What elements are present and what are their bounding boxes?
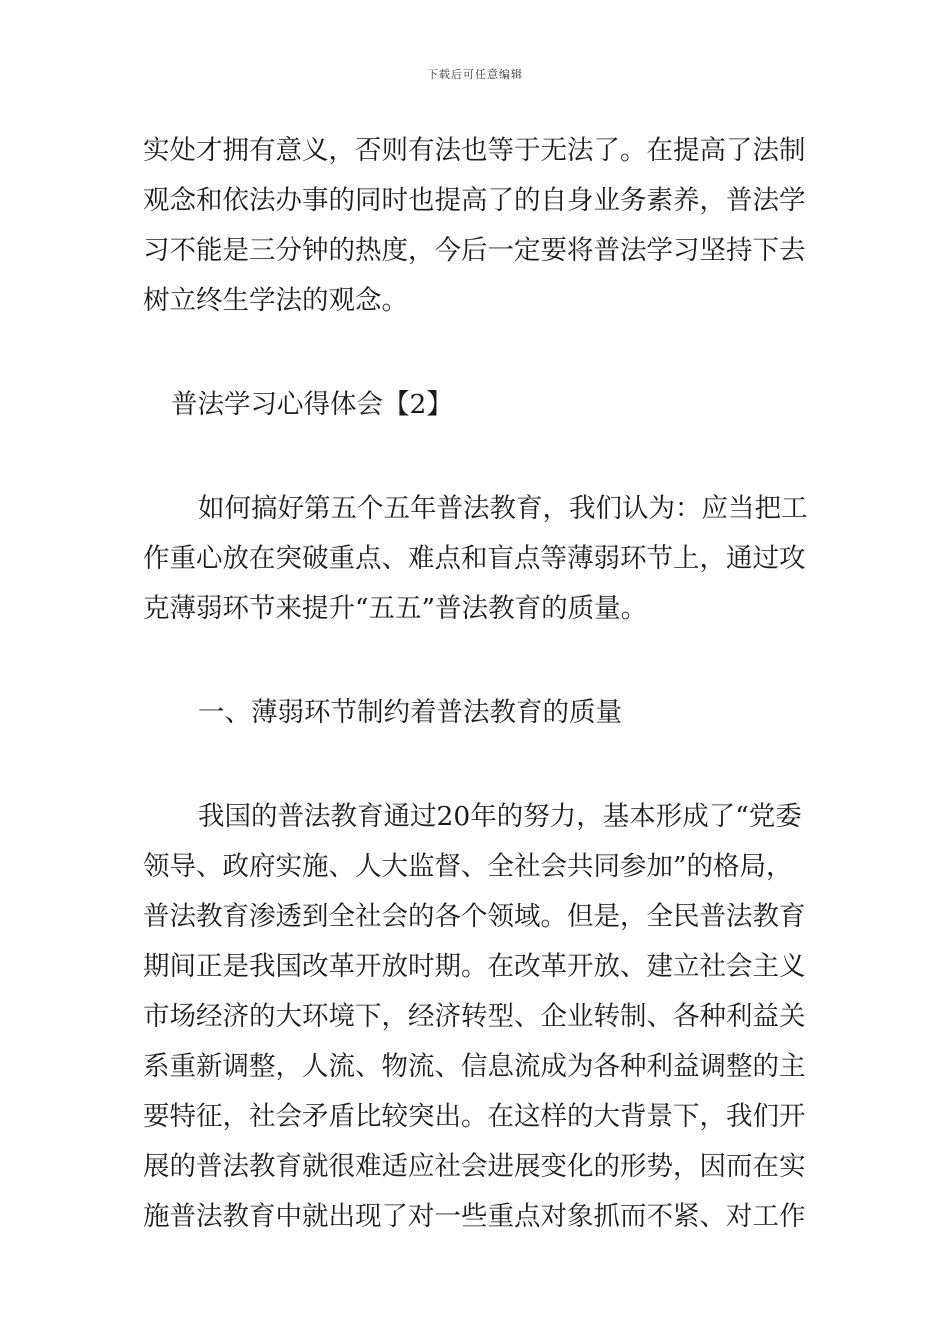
paragraph-body bbox=[143, 792, 808, 1242]
text-line: 要特征，社会矛盾比较突出。在这样的大背景下，我们开 bbox=[143, 1101, 806, 1132]
paragraph-intro bbox=[143, 484, 808, 634]
text-line: 树立终生学法的观念。 bbox=[143, 285, 408, 316]
text-line: 我国的普法教育通过20年的努力，基本形成了“党委 bbox=[198, 801, 802, 832]
text-line: 市场经济的大环境下，经济转型、企业转制、各种利益关 bbox=[143, 1001, 806, 1032]
subsection-title: 一、薄弱环节制约着普法教育的质量 bbox=[198, 697, 622, 728]
text-line: 施普法教育中就出现了对一些重点对象抓而不紧、对工作 bbox=[143, 1201, 806, 1232]
document-body bbox=[143, 126, 808, 1242]
section-heading: 普法学习心得体会【2】 bbox=[171, 389, 453, 420]
paragraph-continuation bbox=[143, 126, 808, 326]
page-header-note: 下载后可任意编辑 bbox=[427, 68, 523, 81]
text-line: 习不能是三分钟的热度，今后一定要将普法学习坚持下去 bbox=[143, 235, 806, 266]
text-line: 实处才拥有意义，否则有法也等于无法了。在提高了法制 bbox=[143, 135, 806, 166]
text-line: 领导、政府实施、人大监督、全社会共同参加”的格局， bbox=[143, 851, 793, 882]
text-line: 展的普法教育就很难适应社会进展变化的形势，因而在实 bbox=[143, 1151, 806, 1182]
text-line: 观念和依法办事的同时也提高了的自身业务素养，普法学 bbox=[143, 185, 806, 216]
text-line: 系重新调整，人流、物流、信息流成为各种利益调整的主 bbox=[143, 1051, 806, 1082]
text-line: 期间正是我国改革开放时期。在改革开放、建立社会主义 bbox=[143, 951, 806, 982]
text-line: 如何搞好第五个五年普法教育，我们认为：应当把工 bbox=[198, 493, 808, 524]
text-line: 克薄弱环节来提升“五五”普法教育的质量。 bbox=[143, 593, 648, 624]
text-line: 作重心放在突破重点、难点和盲点等薄弱环节上，通过攻 bbox=[143, 543, 806, 574]
text-line: 普法教育渗透到全社会的各个领域。但是，全民普法教育 bbox=[143, 901, 806, 932]
